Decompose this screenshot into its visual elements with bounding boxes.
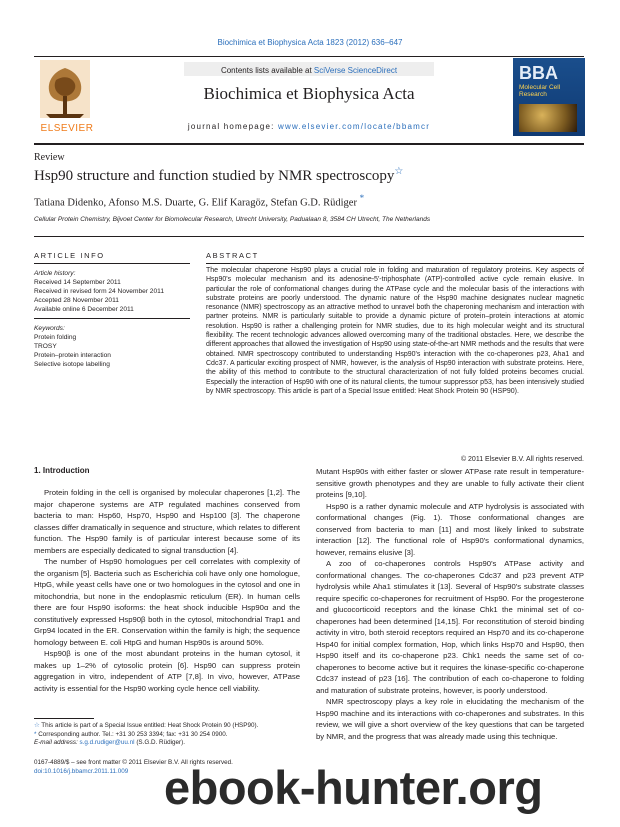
homepage-line [34,122,584,131]
footnote-email [34,739,300,748]
footnote-special-issue [34,722,300,731]
intro-paragraph: NMR spectroscopy plays a key role in elucidating the mechanism of the Hsp90 machine and its interactions with co-chaperones and substrates. In this review, we will give a short overview of the key questions that can be targeted by NMR, and the progress that was already made using this technique. [316,697,584,741]
email-label: E-mail address: [34,739,78,746]
abstract-copyright: © 2011 Elsevier B.V. All rights reserved. [460,456,584,463]
footnote-corresponding-text: Corresponding author. Tel.: +31 30 253 3394; fax: +31 30 254 0900. [38,730,228,738]
cover-title: BBA [519,63,558,83]
keyword-item: Protein–protein interaction [34,352,111,359]
email-link[interactable]: s.g.d.rudiger@uu.nl [79,739,135,746]
article-history [34,269,194,314]
footnote-star[interactable]: ☆ [34,722,40,729]
contents-line [34,66,584,75]
homepage-link[interactable]: www.elsevier.com/locate/bbamcr [278,122,431,131]
footnote-special-issue-text: This article is part of a Special Issue entitled: Heat Shock Protein 90 (HSP90). [41,722,259,729]
intro-paragraph: A zoo of co-chaperones controls Hsp90's ATPase activity and conformational changes. The co-chaperones Cdc37 and p23 prevent ATP hydrolysis while Aha1 stimulates it [13]. Several of Hsp90's substrate classes require specific co-chaperones for recruitment of Hsp90. For the progesterone and glucocorticoid receptors and the kinase Chk1 the minimal set of co-chaperones had been determined [14,15]. For reconstitution of steroid binding activity in vitro, both steroid receptors required an Hsp70 and its co-chaperone Hsp40 for initial complex formation, Hop, which links Hsp70 and Hsp90, then Hsp90 itself and its co-chaperone p23. Chk1 needs the same set of co-chaperones to become active but it requires the kinase-specific co-chaperone Cdc37 instead of p23 [16]. The contribution of each co-chaperone to folding and maturation of substrate proteins, however, is poorly understood. [316,559,584,695]
cover-subtitle: Molecular Cell Research [519,84,561,98]
history-revised: Received in revised form 24 November 2011 [34,288,164,295]
header-bottom-rule [34,143,584,145]
doi-link[interactable]: doi:10.1016/j.bbamcr.2011.11.009 [34,767,129,775]
intro-paragraph: Hsp90 is a rather dynamic molecule and ATP hydrolysis is associated with conformational changes (Fig. 1). Those conformational changes are conserved from bacteria to man [11] and most likely linked to substrate interaction [12]. The functional role of Hsp90's conformational dynamics, however, remains elusive [3]. [316,501,584,557]
homepage-prefix: journal homepage: [187,122,279,131]
keywords-rule [34,318,190,319]
keywords [34,324,194,369]
history-label: Article history: [34,270,76,277]
email-suffix: (S.G.D. Rüdiger). [136,739,185,746]
article-title [34,166,403,185]
info-top-rule [34,236,584,237]
intro-paragraph: Mutant Hsp90s with either faster or slower ATPase rate result in temperature-sensitive growth phenotypes and they are unable to fully activate their client proteins [9,10]. [316,467,584,499]
journal-citation[interactable]: Biochimica et Biophysica Acta 1823 (2012) 636–647 [217,38,403,47]
issn-line: 0167-4889/$ – see front matter © 2011 Elsevier B.V. All rights reserved. [34,759,233,766]
history-received: Received 14 September 2011 [34,279,121,286]
elsevier-wordmark: ELSEVIER [40,123,94,134]
keyword-item: Selective isotope labelling [34,361,110,368]
article-info-heading: ARTICLE INFO [34,251,105,260]
history-accepted: Accepted 28 November 2011 [34,297,119,304]
intro-paragraph: Hsp90β is one of the most abundant proteins in the human cytosol, it makes up 1–2% of cytosolic protein [6]. Hsp90 can suppress protein aggregation in vitro, independent of ATP [7,8]. In vivo, however, ATPase activity is essential for the Hsp90 working cycle hence cell viability. [34,649,300,693]
intro-paragraph: Protein folding in the cell is organised by molecular chaperones [1,2]. The major chaperone systems are ATP regulated machines conserved from bacteria to man: Hsp60, Hsp70, Hsp90 and Hsp100 [3]. The chaperone classes differ dramatically in sequence and structure, which relates to different function. The Hsp90 family is of particular interest because some of its members are especially dedicated to signal transduction [4]. [34,488,300,555]
keywords-label: Keywords: [34,325,65,332]
header-top-rule [34,56,584,57]
author-list [34,193,364,209]
journal-title: Biochimica et Biophysica Acta [203,84,415,103]
journal-header [34,58,584,142]
corresponding-author-mark[interactable]: * [359,193,365,203]
contents-prefix: Contents lists available at [220,66,314,75]
keyword-item: TROSY [34,343,57,350]
abstract-text: The molecular chaperone Hsp90 plays a crucial role in folding and maturation of regulatory proteins. Key aspects of Hsp90's molecular mechanism and its adenosine-5′-triphosphate (ATP)-controlled active cycle remain elusive. In particular the role of conformational changes during the ATPase cycle and the molecular basis of the interactions with substrate proteins are poorly understood. The dynamic nature of the Hsp90 machine designates nuclear magnetic resonance (NMR) spectroscopy as an attractive method to unravel both the chaperoning mechanism and interaction with partner proteins. NMR is particularly suitable to provide a dynamic picture of protein–protein interactions at atomic resolution. Hsp90 is rather a challenging protein for NMR studies, due to its high molecular weight and its structural flexibility. The recent technologic advances allowed overcoming many of the traditional obstacles. Here, we describe the different approaches that allowed the investigation of Hsp90 using state-of-the-art NMR methods and the results that were obtained. NMR spectroscopy contributed to understanding Hsp90's interaction with the co-chaperones p23, Aha1 and Cdc37. A particular exciting prospect of NMR, however, is the analysis of Hsp90 interaction with substrate proteins. Here, the ability of this method to contribute to the structural characterization of not fully folded proteins becomes crucial. Especially the interaction of Hsp90 with one of its natural clients, the tumour suppressor p53, has been intensively studied by NMR spectroscopy. This article is part of a Special Issue entitled: Heat Shock Protein 90 (HSP90). [206,267,584,395]
abstract-heading: ABSTRACT [206,251,259,260]
intro-paragraph: The number of Hsp90 homologues per cell correlates with complexity of the organism [5]. Bacteria such as Escherichia coli have only one homologue, HtpG, while yeast cells have one or two homologues in the cytosol and one in mitochondria, but none in the endoplasmic reticulum (ER). In human cells there are four Hsp90 isoforms: the heat shock inducible Hsp90α and the constitutively expressed Hsp90β both in the cytosol, mitochondrial Trap1 and Grp94 located in the ER. Conservation within the family is high; the sequence homology between E. coli HtpG and human Hsp90s is around 50%. [34,557,300,647]
abstract-rule [206,263,584,264]
authors-text: Tatiana Didenko, Afonso M.S. Duarte, G. Elif Karagöz, Stefan G.D. Rüdiger [34,197,357,209]
affiliation: Cellular Protein Chemistry, Bijvoet Center for Biomolecular Research, Utrecht University, Padualaan 8, 3584 CH Utrecht, The Netherlands [34,216,431,223]
footnote-asterisk[interactable]: * [34,730,37,738]
footnotes [34,722,300,748]
article-type: Review [34,152,65,163]
article-title-text: Hsp90 structure and function studied by NMR spectroscopy [34,168,395,184]
footnote-rule [34,718,94,719]
sciencedirect-link[interactable]: SciVerse ScienceDirect [313,66,398,75]
title-footnote-star[interactable]: ☆ [394,166,404,177]
keyword-item: Protein folding [34,334,77,341]
history-online: Available online 6 December 2011 [34,306,134,313]
cover-image [519,104,577,132]
article-info-rule [34,263,190,264]
intro-right-column [316,466,584,742]
intro-left-column [34,487,300,694]
footnote-corresponding [34,731,300,740]
watermark-text: ebook-hunter.org [164,761,543,814]
intro-heading: 1. Introduction [34,466,90,475]
